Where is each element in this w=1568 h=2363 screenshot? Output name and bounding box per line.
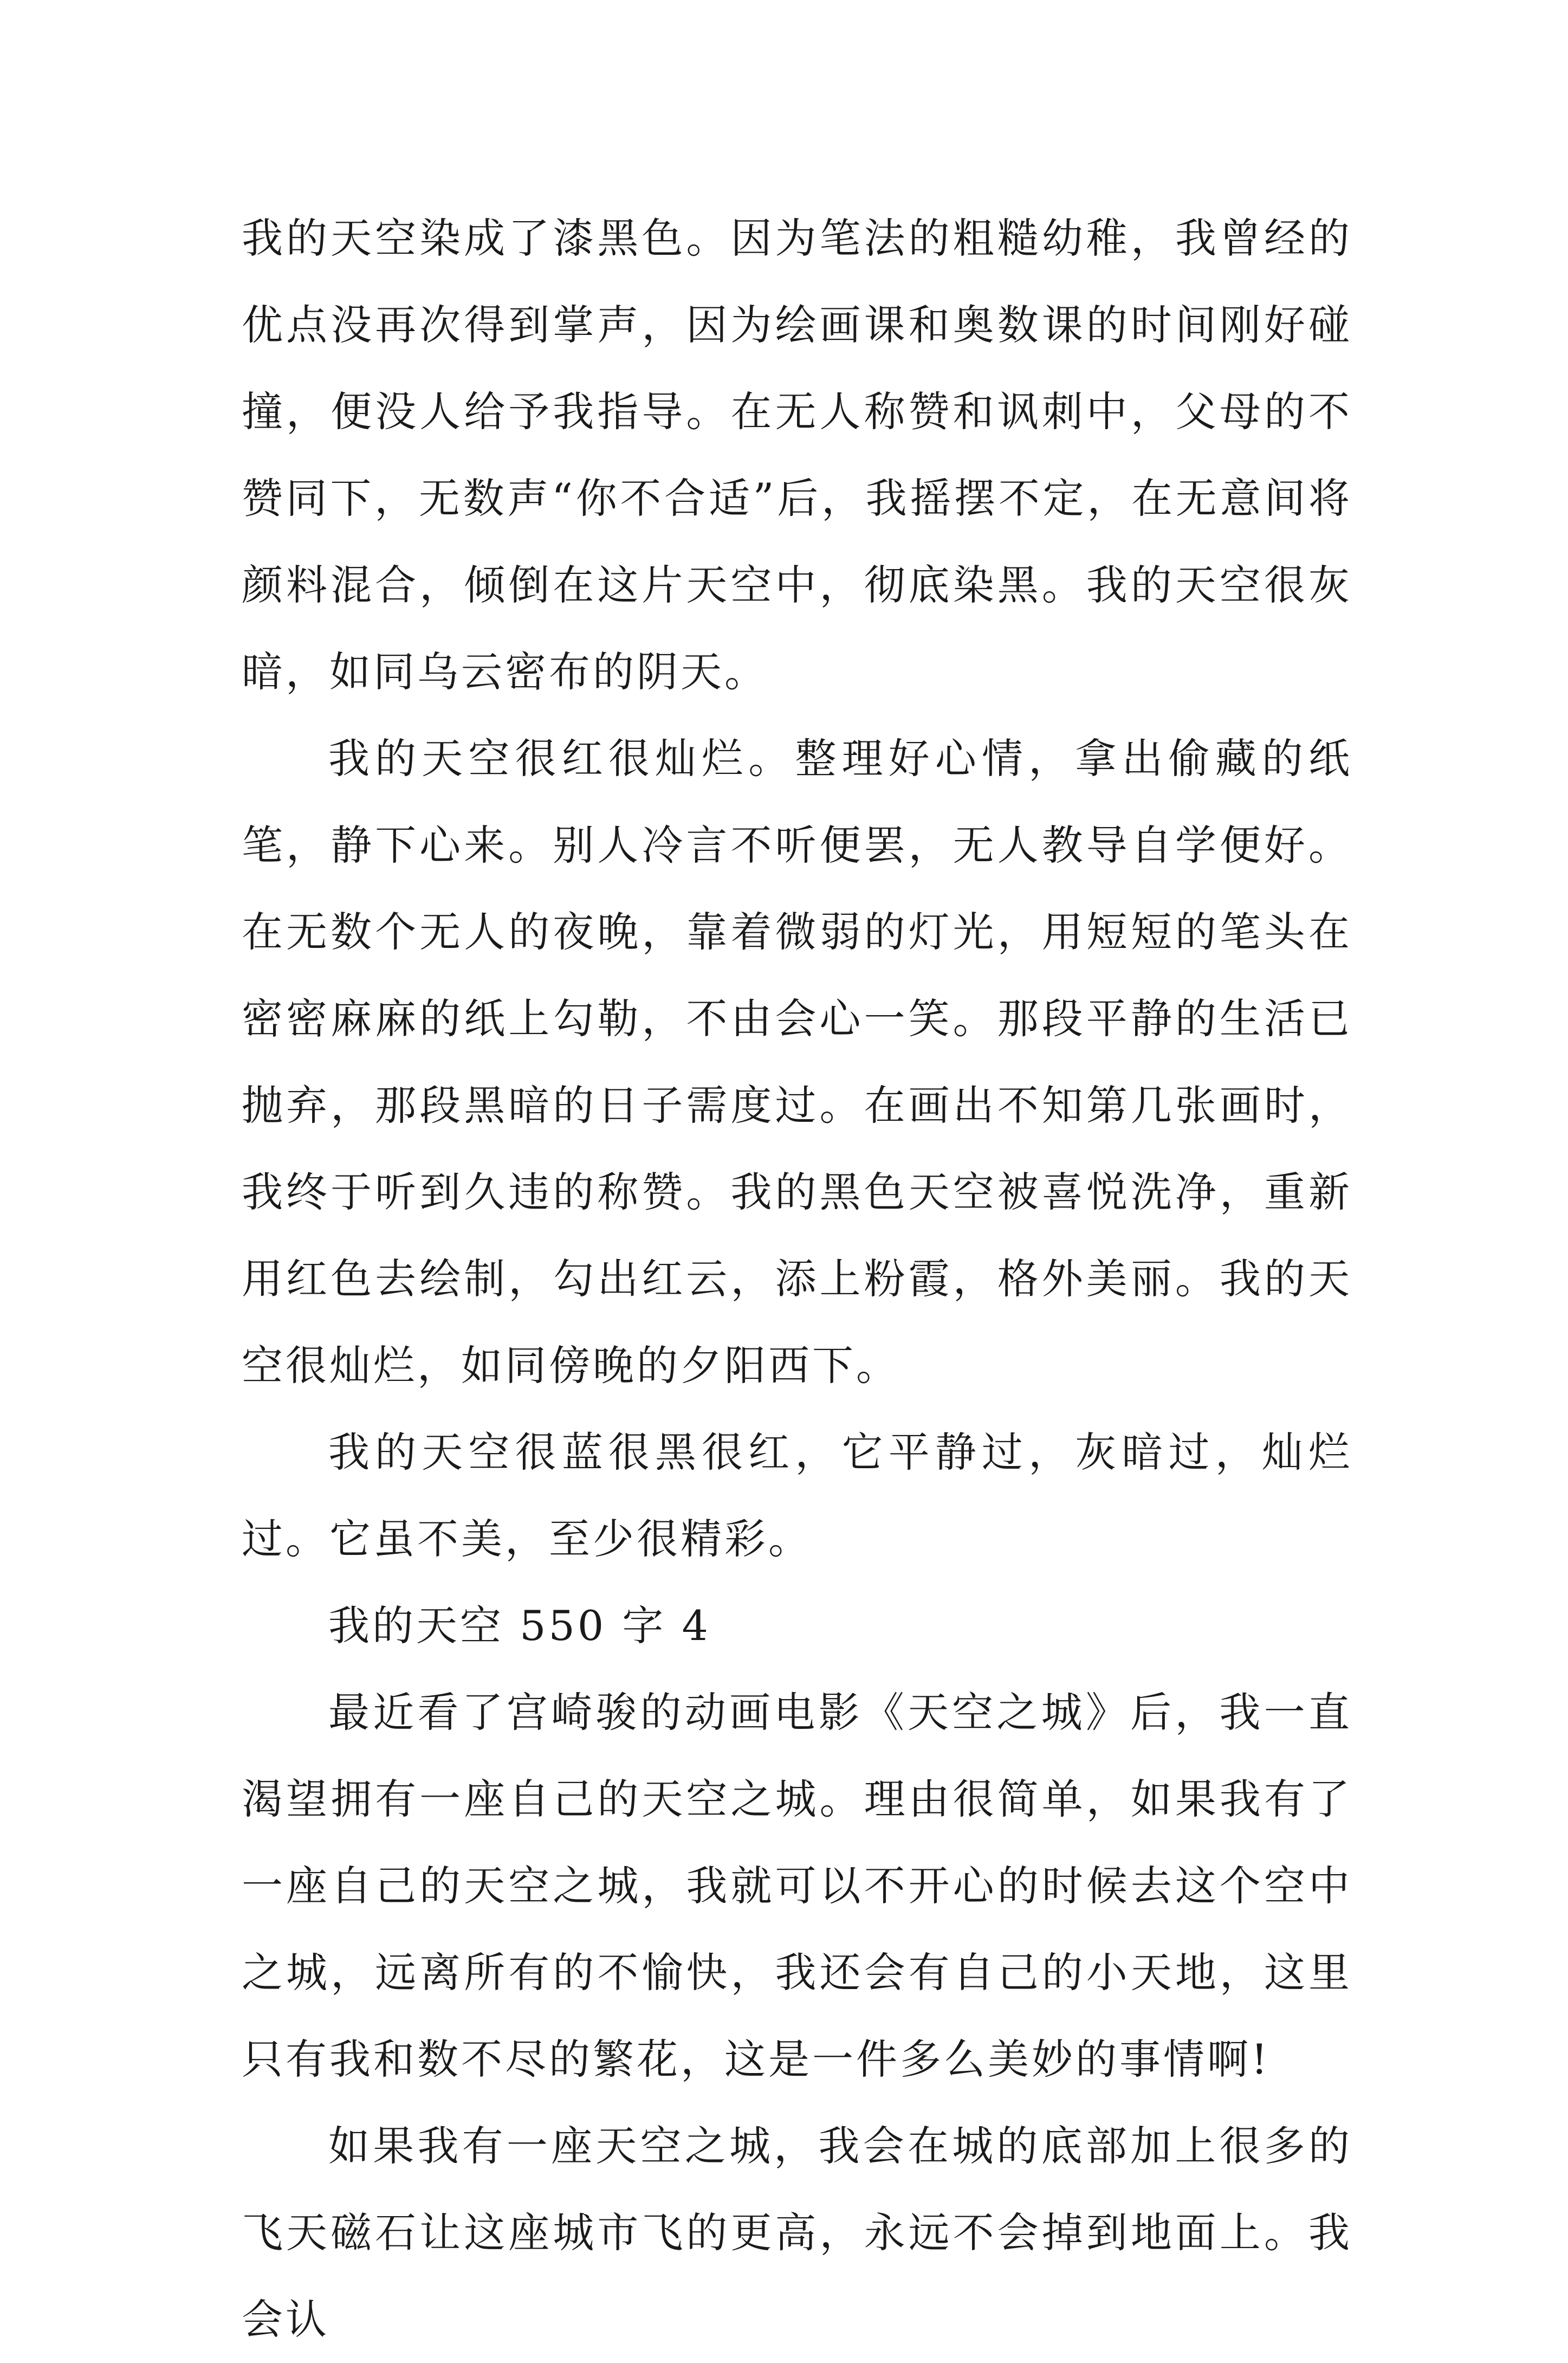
section-heading: 我的天空 550 字 4	[328, 1602, 711, 1650]
paragraph-2: 我的天空很红很灿烂。整理好心情，拿出偷藏的纸笔，静下心来。别人冷言不听便罢，无人教导自学便好。在无数个无人的夜晚，靠着微弱的灯光，用短短的笔头在密密麻麻的纸上勾勒，不由会心一笑。那段平静的生活已抛弃，那段黑暗的日子需度过。在画出不知第几张画时，我终于听到久违的称赞。我的黑色天空被喜悦洗净，重新用红色去绘制，勾出红云，添上粉霞，格外美丽。我的天空很灿烂，如同傍晚的夕阳西下。	[242, 734, 1352, 1390]
paragraph-3: 我的天空很蓝很黑很红，它平静过，灰暗过，灿烂过。它虽不美，至少很精彩。	[242, 1428, 1352, 1563]
paragraph-6: 如果我有一座天空之城，我会在城的底部加上很多的飞天磁石让这座城市飞的更高，永远不会掉到地面上。我会认	[242, 2122, 1352, 2343]
paragraph-5: 最近看了宫崎骏的动画电影《天空之城》后，我一直渴望拥有一座自己的天空之城。理由很简单，如果我有了一座自己的天空之城，我就可以不开心的时候去这个空中之城，远离所有的不愉快，我还会有自己的小天地，这里只有我和数不尽的繁花，这是一件多么美妙的事情啊!	[242, 1688, 1352, 2083]
article-body	[242, 195, 1352, 2363]
paragraph-1: 我的天空染成了漆黑色。因为笔法的粗糙幼稚，我曾经的优点没再次得到掌声，因为绘画课和奥数课的时间刚好碰撞，便没人给予我指导。在无人称赞和讽刺中，父母的不赞同下，无数声“你不合适”后，我摇摆不定，在无意间将颜料混合，倾倒在这片天空中，彻底染黑。我的天空很灰暗，如同乌云密布的阴天。	[242, 214, 1352, 696]
